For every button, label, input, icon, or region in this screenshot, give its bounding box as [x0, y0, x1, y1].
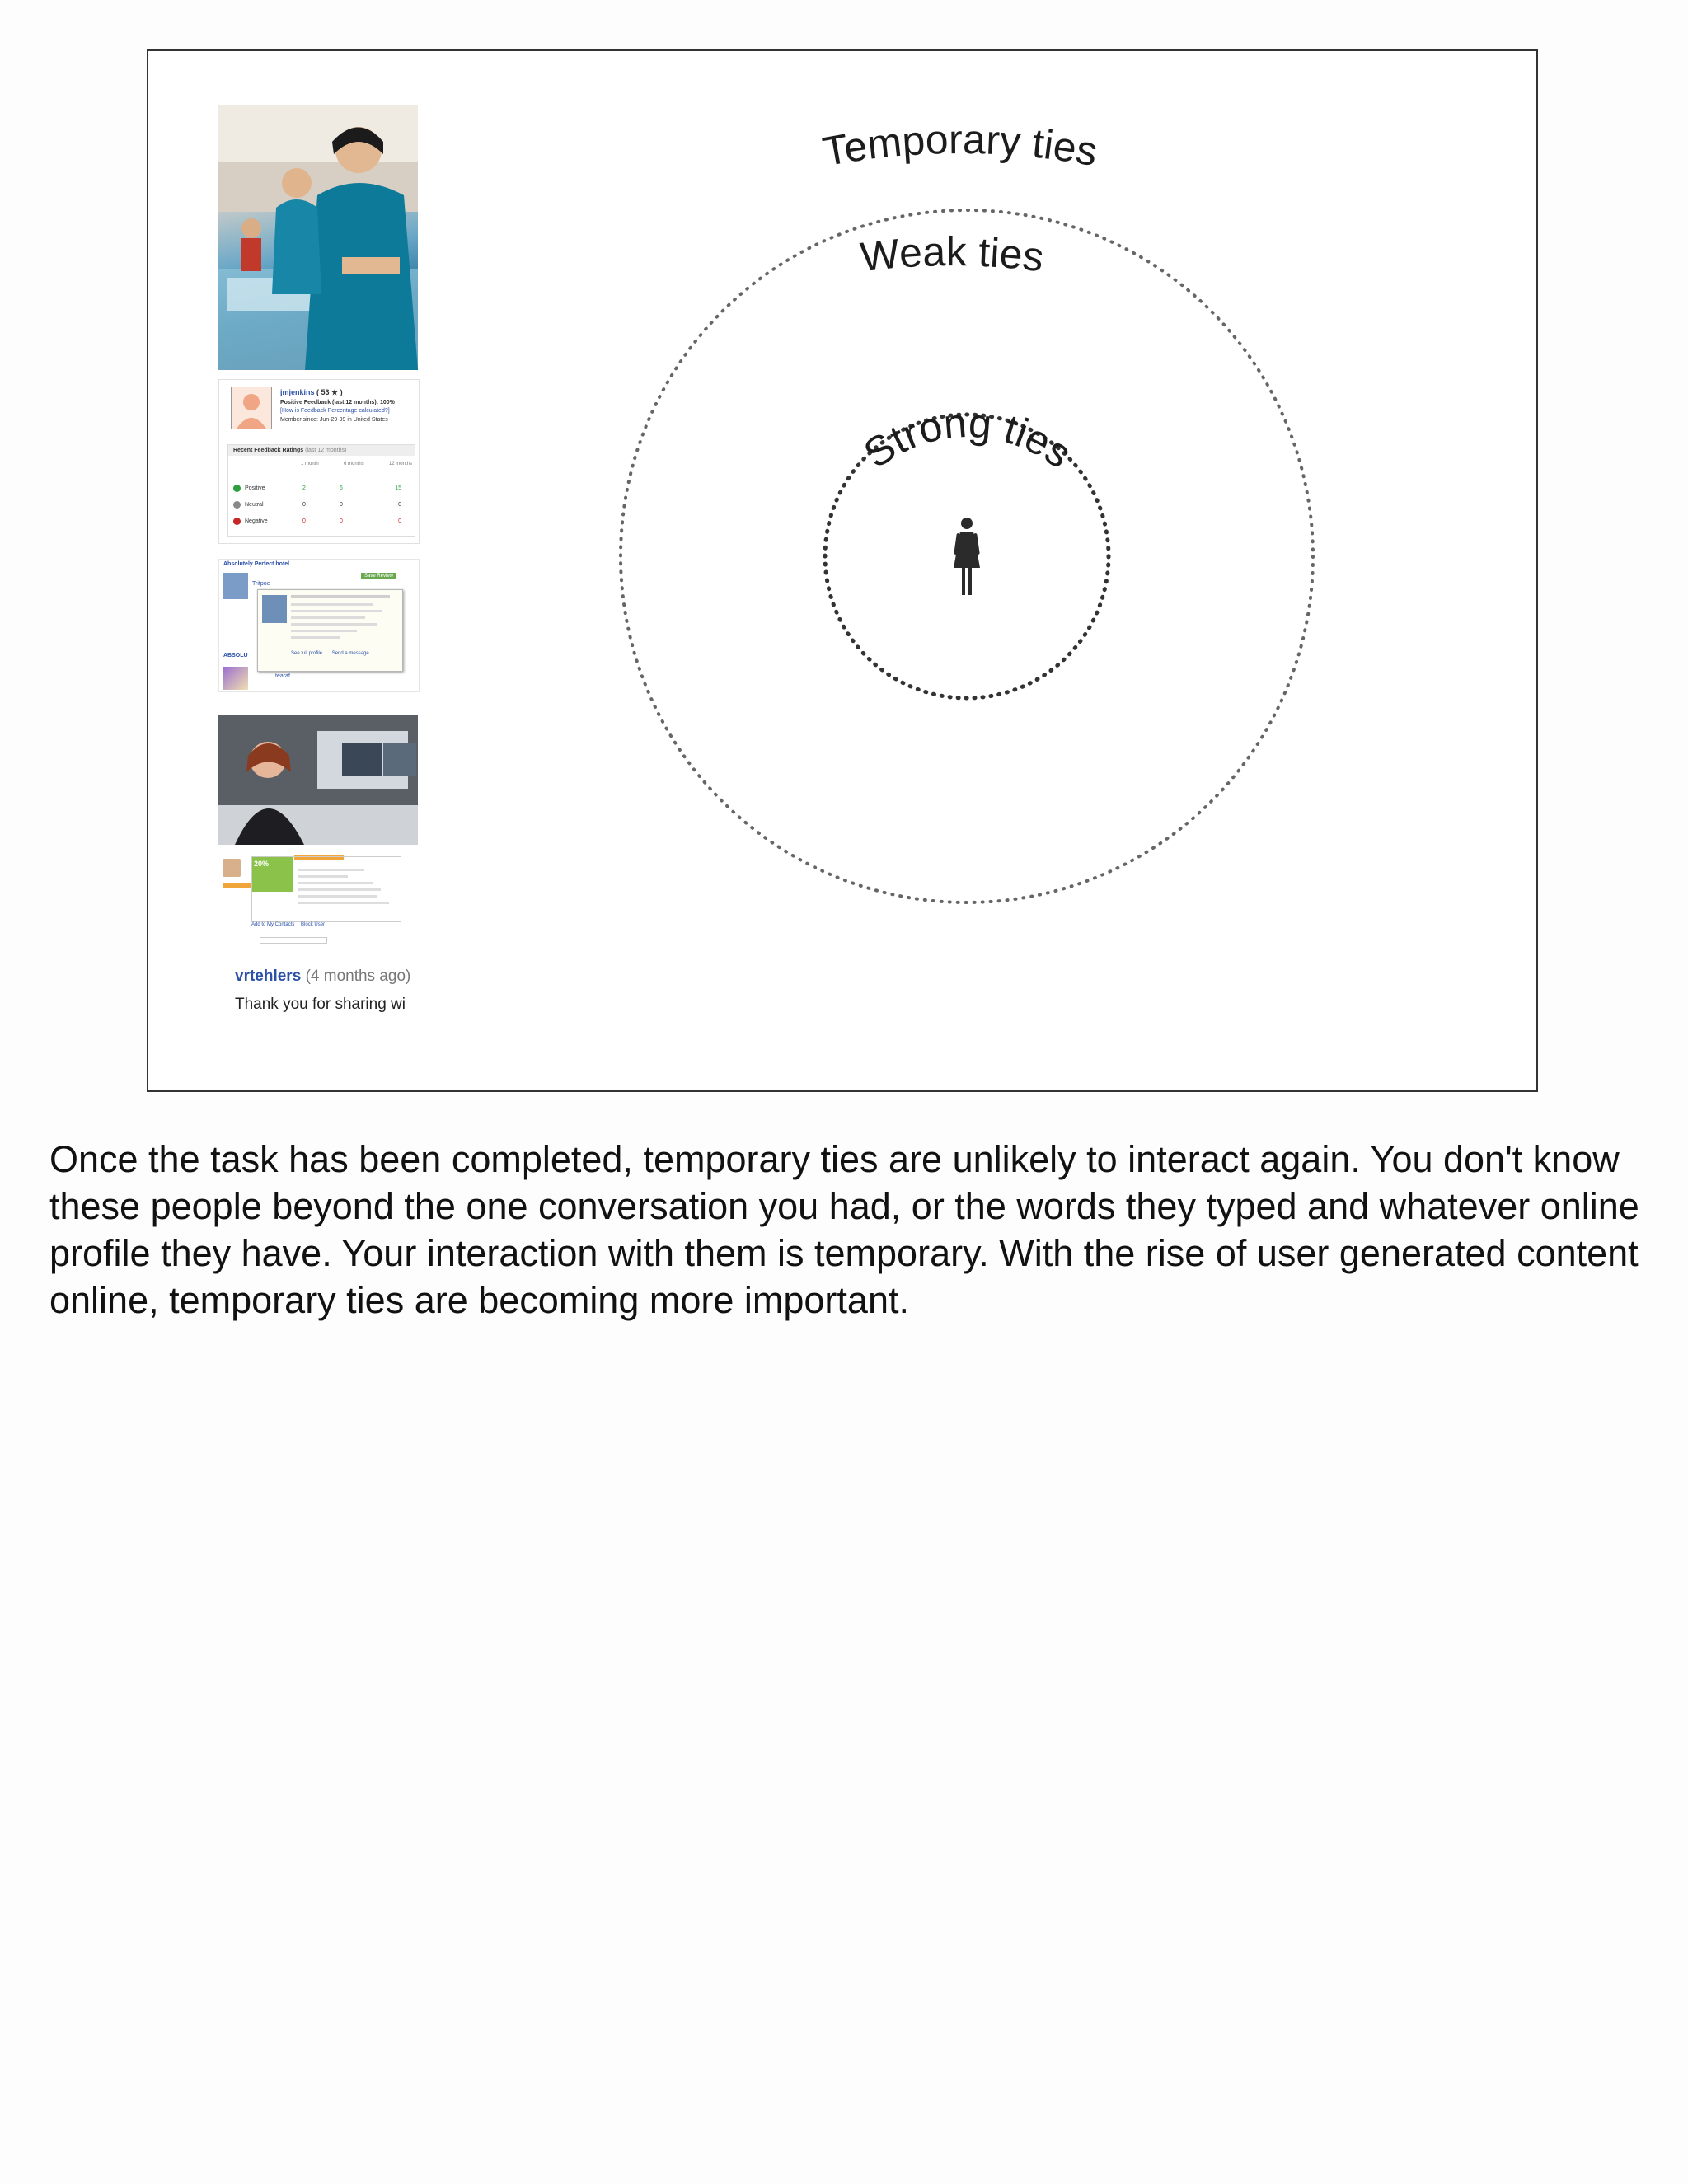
strong-ties-label: Strong ties [855, 399, 1081, 477]
ratings-cell: 0 [398, 501, 401, 508]
reviewer2-name[interactable]: tearaf [275, 673, 290, 679]
reviewer-name[interactable]: Tritpoe [252, 581, 270, 587]
profile-username[interactable]: jmjenkins [280, 388, 315, 396]
review-second-title[interactable]: ABSOLU [223, 653, 248, 658]
weak-ties-label: Weak ties [858, 228, 1047, 281]
ratings-col-1: 1 month [301, 462, 319, 466]
person-icon [954, 518, 980, 595]
ratings-col-2: 6 months [343, 462, 364, 466]
see-full-profile-link[interactable]: See full profile [291, 651, 323, 656]
block-user-link[interactable]: Block User [301, 922, 326, 927]
comment-text: Thank you for sharing wi [235, 996, 406, 1013]
ratings-title: Recent Feedback Ratings [233, 448, 304, 453]
add-to-contacts-link[interactable]: Add to My Contacts [251, 922, 295, 927]
ratings-cell: 0 [302, 518, 306, 524]
comment-username[interactable]: vrtehlers [235, 968, 302, 985]
ratings-row-label: Negative [245, 518, 268, 524]
forum-percent: 20% [254, 860, 270, 868]
ratings-cell: 0 [340, 501, 343, 508]
ratings-cell: 0 [340, 518, 343, 524]
comment-time: (4 months ago) [305, 968, 411, 985]
ties-diagram [148, 51, 1538, 1092]
ratings-cell: 2 [302, 485, 306, 491]
ratings-period: (last 12 months) [305, 448, 347, 453]
slide-frame [147, 49, 1538, 1092]
save-review-button[interactable]: Save Review [361, 573, 396, 579]
member-since-text: Member since: Jun-29-99 in United States [280, 417, 388, 423]
ratings-row-label: Neutral [245, 501, 264, 508]
ratings-row-label: Positive [245, 485, 265, 491]
profile-score: ( 53 ★ ) [316, 388, 343, 396]
slide-caption: Once the task has been completed, temporary ties are unlikely to interact again. You don't know these people beyond the one conversation you had, or the words they typed and whatever online profile they have. Your interaction with them is temporary. With the rise of user generated content online, temporary ties are becoming more important. [49, 1138, 1639, 1321]
feedback-how-link[interactable]: [How is Feedback Percentage calculated?] [280, 408, 390, 414]
review-title[interactable]: Absolutely Perfect hotel [223, 561, 290, 567]
temporary-ties-label: Temporary ties [819, 115, 1101, 176]
ratings-cell: 6 [340, 485, 343, 491]
send-message-link[interactable]: Send a message [331, 651, 369, 656]
ratings-cell: 0 [398, 518, 401, 524]
ratings-col-3: 12 months [388, 462, 412, 466]
positive-feedback-text: Positive Feedback (last 12 months): 100% [280, 400, 395, 405]
ratings-cell: 0 [302, 501, 306, 508]
ratings-cell: 15 [395, 485, 401, 491]
